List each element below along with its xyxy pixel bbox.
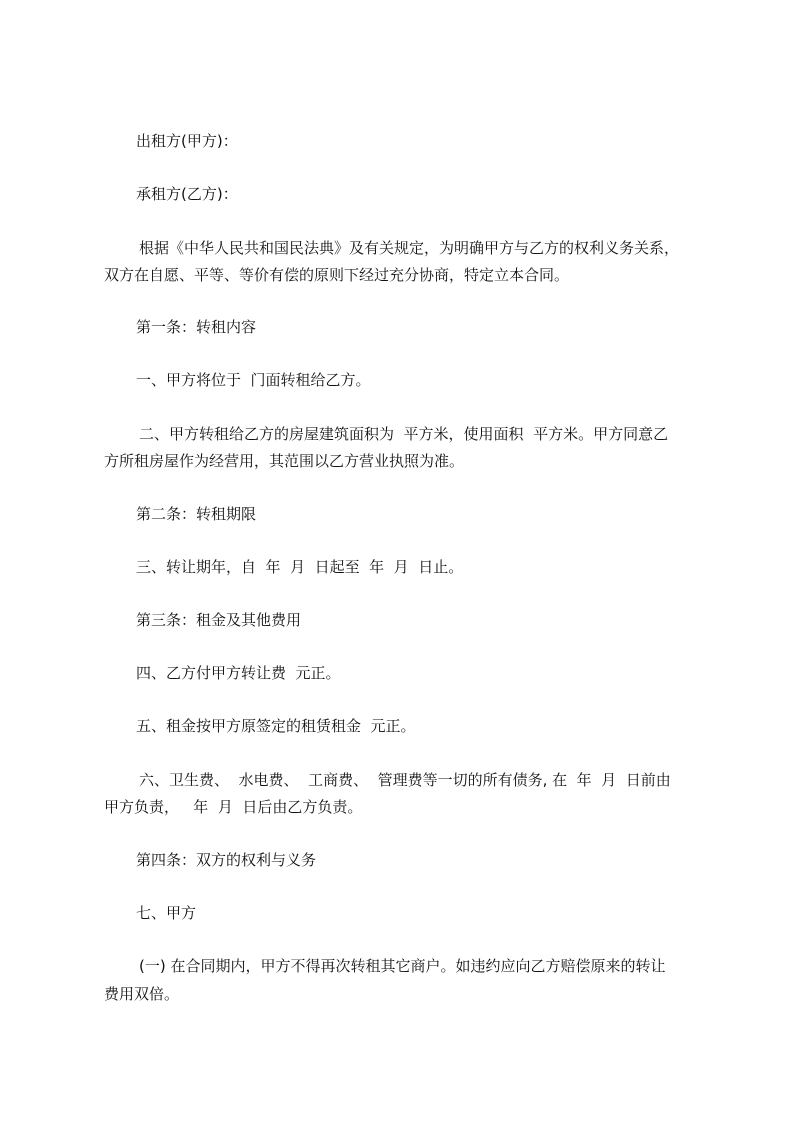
lessee-line: 承租方(乙方)： (136, 185, 238, 203)
clause-1: 一、甲方将位于 门面转租给乙方。 (136, 371, 371, 389)
clause-2-line-1: 二、甲方转租给乙方的房屋建筑面积为 平方米，使用面积 平方米。甲方同意乙 (139, 425, 669, 443)
clause-7: 七、甲方 (136, 904, 197, 922)
clause-5: 五、租金按甲方原签定的租赁租金 元正。 (136, 717, 416, 735)
clause-2-line-2: 方所租房屋作为经营用，其范围以乙方营业执照为准。 (104, 452, 465, 470)
article-3-heading: 第三条：租金及其他费用 (136, 611, 302, 629)
article-4-heading: 第四条：双方的权利与义务 (136, 851, 317, 869)
clause-3: 三、转让期年，自 年 月 日起至 年 月 日止。 (136, 558, 464, 576)
article-2-heading: 第二条：转租期限 (136, 505, 257, 523)
clause-6-line-1: 六、卫生费、 水电费、 工商费、 管理费等一切的所有债务, 在 年 月 日前由 (139, 771, 671, 789)
preamble-line-1: 根据《中华人民共和国民法典》及有关规定，为明确甲方与乙方的权利义务关系， (139, 239, 680, 257)
clause-4: 四、乙方付甲方转让费 元正。 (136, 664, 341, 682)
article-1-heading: 第一条：转租内容 (136, 318, 257, 336)
preamble-line-2: 双方在自愿、平等、等价有偿的原则下经过充分协商，特定立本合同。 (104, 266, 570, 284)
clause-6-line-2: 甲方负责， 年 月 日后由乙方负责。 (104, 798, 363, 816)
sub-clause-1-line-2: 费用双倍。 (104, 985, 180, 1003)
lessor-line: 出租方(甲方)： (136, 132, 238, 150)
sub-clause-1-line-1: (一) 在合同期内，甲方不得再次转租其它商户。如违约应向乙方赔偿原来的转让 (139, 957, 666, 975)
